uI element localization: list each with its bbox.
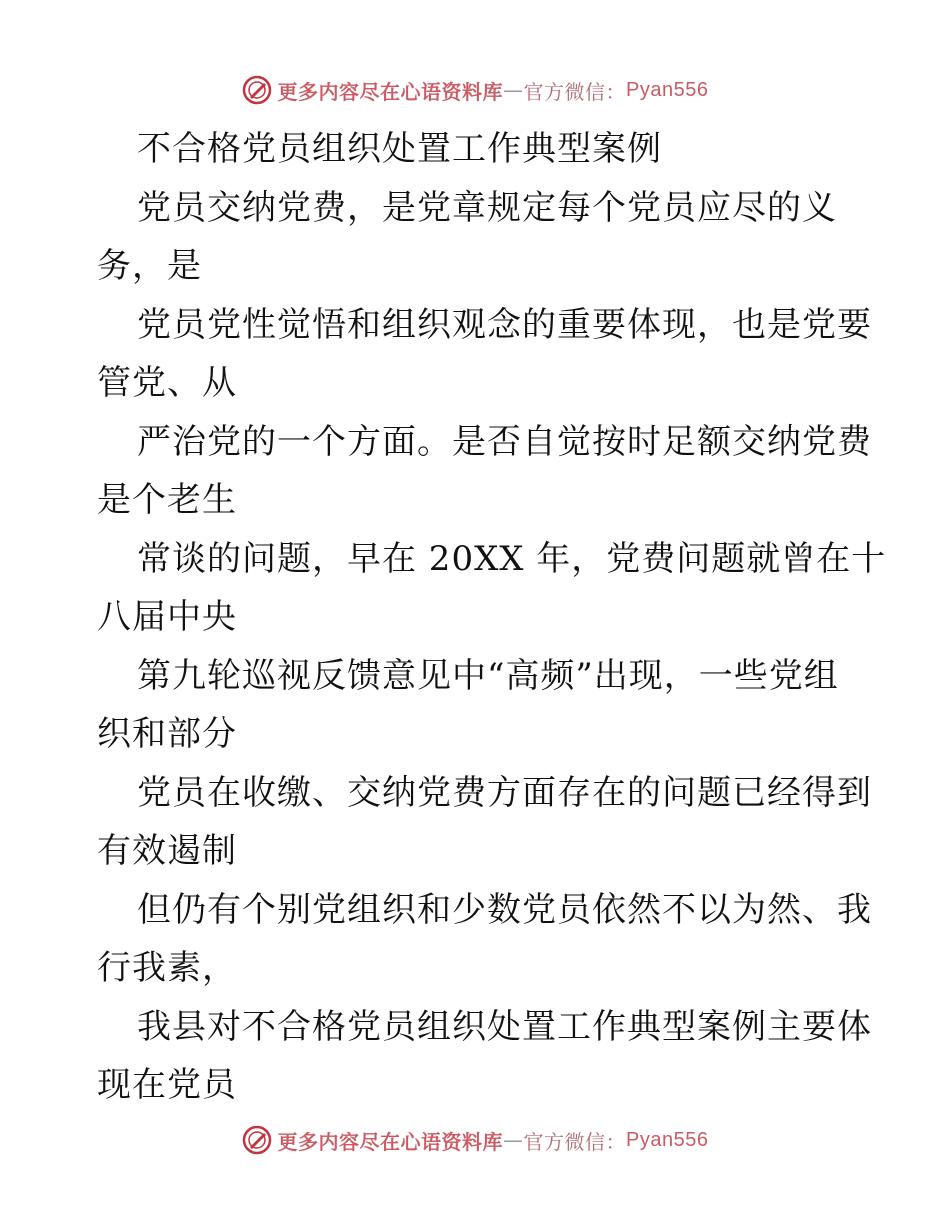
paragraph-line: 织和部分 [97, 714, 237, 754]
paragraph-line: 管党、从 [97, 363, 237, 403]
paragraph-line: 但仍有个别党组织和少数党员依然不以为然、我 [137, 889, 872, 930]
footer-banner [0, 1120, 950, 1160]
pen-seal-icon [242, 1125, 272, 1155]
paragraph-line: 我县对不合格党员组织处置工作典型案例主要体 [137, 1006, 872, 1047]
paragraph-line: 严治党的一个方面。是否自觉按时足额交纳党费 [137, 421, 872, 462]
paragraph-line: 八届中央 [97, 597, 237, 637]
paragraph-line: 党员交纳党费，是党章规定每个党员应尽的义 [137, 187, 837, 228]
paragraph-line: 常谈的问题，早在 20XX 年，党费问题就曾在十 [137, 538, 887, 579]
paragraph-line: 是个老生 [97, 480, 237, 520]
paragraph-line: 党员党性觉悟和组织观念的重要体现，也是党要 [137, 304, 872, 345]
header-banner [0, 70, 950, 110]
paragraph-line: 务，是 [97, 246, 202, 286]
banner-wechat-label: 官方微信： [523, 79, 627, 104]
paragraph-line: 第九轮巡视反馈意见中“高频”出现，一些党组 [137, 655, 839, 696]
document-title: 不合格党员组织处置工作典型案例 [137, 129, 662, 169]
banner-wechat-id: Pyan556 [626, 78, 709, 101]
paragraph-line: 有效遏制 [97, 831, 237, 871]
document-body [97, 120, 887, 1115]
paragraph-line: 现在党员 [97, 1065, 237, 1105]
banner-brand-text: 更多内容尽在心语资料库 [277, 1129, 504, 1154]
banner-wechat-id: Pyan556 [626, 1128, 709, 1151]
pen-seal-icon [242, 75, 272, 105]
paragraph-line: 行我素， [97, 948, 237, 988]
paragraph-line: 党员在收缴、交纳党费方面存在的问题已经得到 [137, 772, 872, 813]
banner-brand-text: 更多内容尽在心语资料库 [277, 79, 504, 104]
banner-wechat-label: 官方微信： [523, 1129, 627, 1154]
banner-separator: — [503, 1128, 524, 1152]
banner-separator: — [503, 78, 524, 102]
